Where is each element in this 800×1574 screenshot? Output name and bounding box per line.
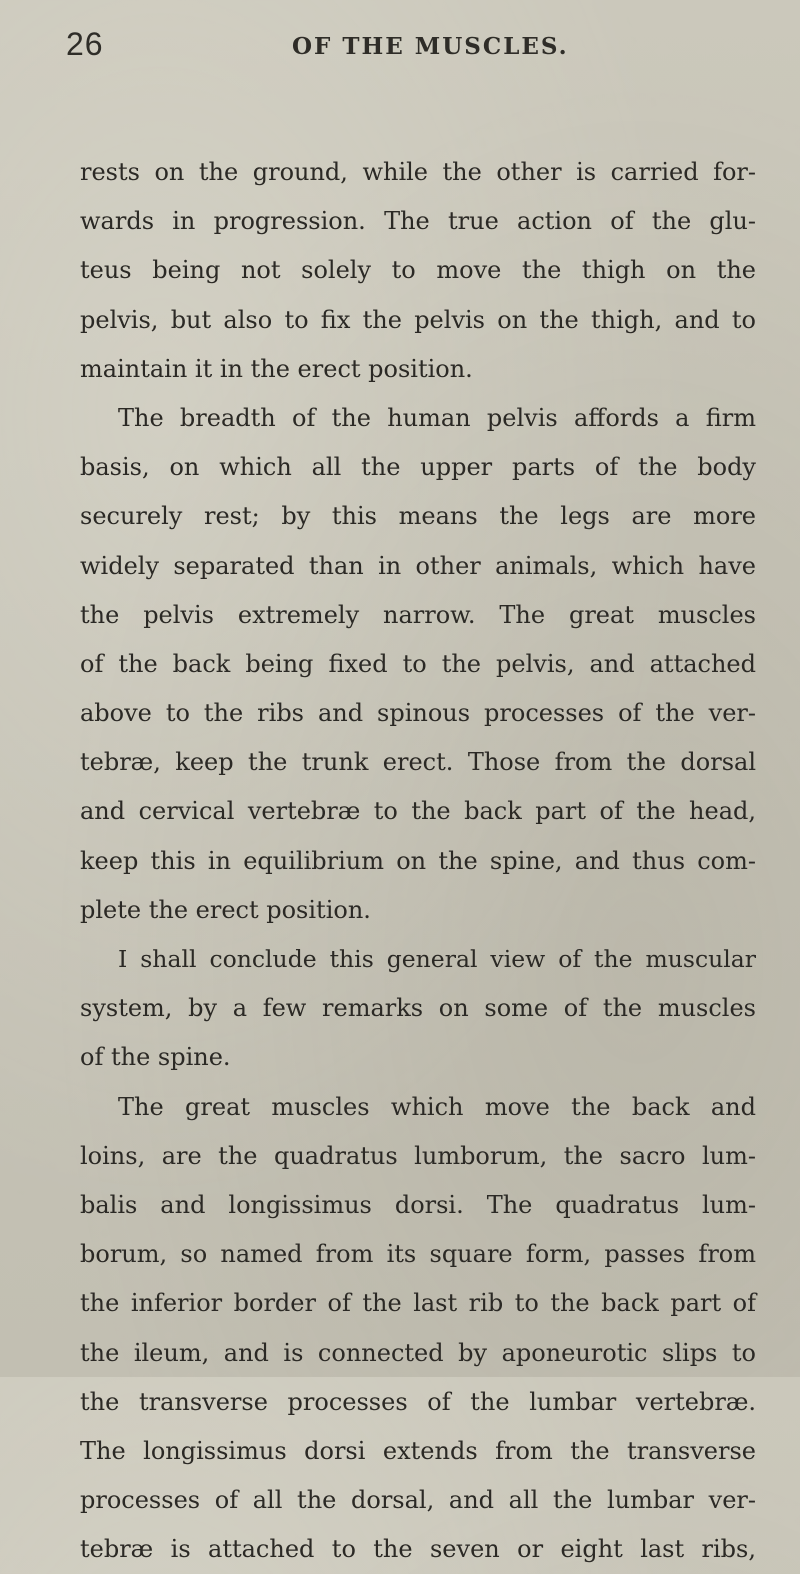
text-line: of the back being fixed to the pelvis, and attached: [80, 649, 756, 678]
text-line: securely rest; by this means the legs are more: [80, 502, 756, 531]
text-line: and cervical vertebræ to the back part of the head,: [80, 797, 756, 826]
text-line: teus being not solely to move the thigh on the: [80, 256, 756, 285]
text-line: I shall conclude this general view of the muscular: [118, 945, 756, 973]
running-title: OF THE MUSCLES.: [292, 33, 569, 60]
text-line: basis, on which all the upper parts of the body: [80, 453, 756, 482]
text-line: maintain it in the erect position.: [80, 354, 473, 383]
page-number: 26: [66, 26, 104, 62]
text-line: balis and longissimus dorsi. The quadratus lum-: [80, 1190, 756, 1219]
text-line: borum, so named from its square form, passes from: [80, 1240, 756, 1269]
text-line: rests on the ground, while the other is carried for-: [80, 158, 756, 186]
text-line: The great muscles which move the back and: [118, 1092, 756, 1121]
paragraph-3: [80, 935, 756, 1083]
text-line: of the spine.: [80, 1043, 231, 1072]
running-head: [66, 22, 756, 72]
body-text: [80, 148, 756, 1574]
text-line: the pelvis extremely narrow. The great muscles: [80, 600, 756, 629]
text-line: processes of all the dorsal, and all the lumbar ver-: [80, 1486, 756, 1515]
text-line: The breadth of the human pelvis affords a firm: [118, 403, 756, 432]
text-line: system, by a few remarks on some of the muscles: [80, 994, 756, 1023]
text-line: the ileum, and is connected by aponeurotic slips to: [80, 1338, 756, 1367]
paragraph-2: [80, 394, 756, 935]
text-line: above to the ribs and spinous processes of the ver-: [80, 699, 756, 728]
text-line: the inferior border of the last rib to the back part of: [80, 1289, 756, 1318]
text-line: wards in progression. The true action of the glu-: [80, 207, 756, 236]
text-line: tebræ is attached to the seven or eight last ribs,: [80, 1535, 756, 1564]
text-line: the transverse processes of the lumbar vertebræ.: [80, 1387, 756, 1416]
text-line: loins, are the quadratus lumborum, the sacro lum-: [80, 1141, 756, 1170]
text-line: tebræ, keep the trunk erect. Those from the dorsal: [80, 748, 756, 777]
paragraph-1: [80, 148, 756, 394]
text-line: keep this in equilibrium on the spine, and thus com-: [80, 846, 756, 875]
text-line: widely separated than in other animals, which have: [80, 551, 756, 580]
text-line: plete the erect position.: [80, 895, 371, 924]
text-line: pelvis, but also to fix the pelvis on the thigh, and to: [80, 305, 756, 334]
text-line: The longissimus dorsi extends from the transverse: [80, 1436, 756, 1465]
paragraph-4: [80, 1083, 756, 1574]
